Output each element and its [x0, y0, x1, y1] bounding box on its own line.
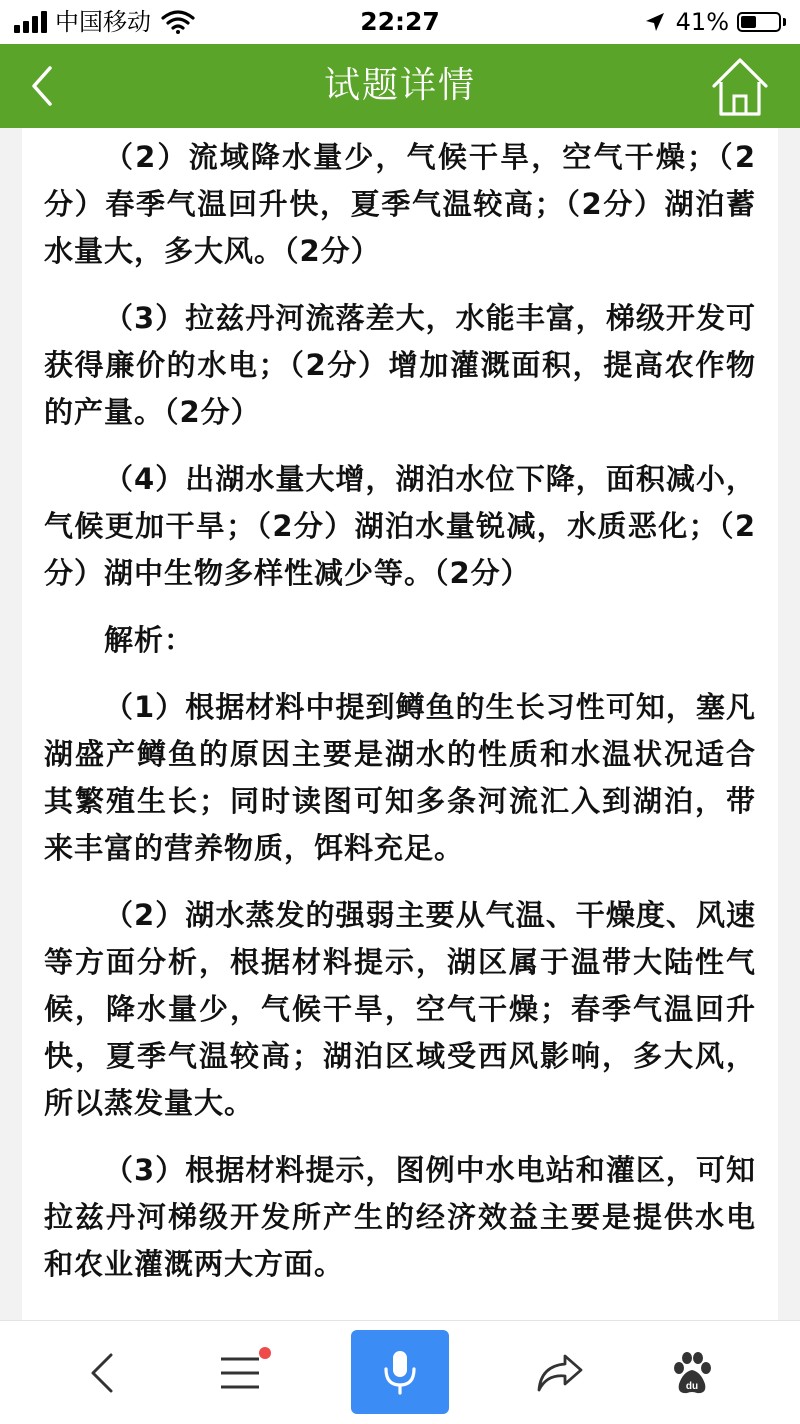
battery-icon	[737, 12, 781, 32]
battery-tip	[783, 18, 786, 26]
home-icon	[710, 54, 770, 120]
toolbar-menu-button[interactable]	[190, 1321, 290, 1424]
analysis-heading: 解析：	[104, 623, 195, 657]
clock: 22:27	[360, 7, 440, 36]
bottom-toolbar	[0, 1320, 800, 1424]
page-title: 试题详情	[323, 65, 476, 106]
battery-fill	[741, 16, 756, 28]
notification-dot	[259, 1347, 271, 1359]
analysis-paragraph-1: （1）根据材料中提到鳟鱼的生长习性可知，塞凡湖盛产鳟鱼的原因主要是湖水的性质和水温状况适合其繁殖生长；同时读图可知多条河流汇入到湖泊，带来丰富的营养物质，饵料充足。	[44, 690, 756, 865]
toolbar-share-button[interactable]	[510, 1321, 610, 1424]
microphone-icon	[383, 1349, 417, 1395]
battery-percent: 41%	[675, 8, 729, 36]
voice-search-button[interactable]	[351, 1330, 449, 1414]
carrier-name: 中国移动	[55, 8, 151, 36]
menu-icon	[220, 1355, 260, 1391]
location-arrow-icon	[644, 11, 666, 33]
home-button[interactable]	[710, 54, 770, 120]
analysis-paragraph-3: （3）根据材料提示，图例中水电站和灌区，可知拉兹丹河梯级开发所产生的经济效益主要是提供水电和农业灌溉两大方面。	[44, 1153, 756, 1281]
answer-paragraph-3: （3）拉兹丹河流落差大，水能丰富，梯级开发可获得廉价的水电；（2分）增加灌溉面积，提高农作物的产量。（2分）	[44, 301, 756, 429]
back-arrow-icon	[87, 1351, 117, 1395]
header-bar	[0, 44, 800, 128]
toolbar-baidu-button[interactable]	[642, 1321, 742, 1424]
status-bar	[0, 0, 800, 44]
answer-paragraph-4: （4）出湖水量大增，湖泊水位下降，面积减小，气候更加干旱；（2分）湖泊水量锐减，水质恶化；（2分）湖中生物多样性减少等。（2分）	[44, 462, 756, 590]
analysis-paragraph-2: （2）湖水蒸发的强弱主要从气温、干燥度、风速等方面分析，根据材料提示，湖区属于温带大陆性气候，降水量少，气候干旱，空气干燥；春季气温回升快，夏季气温较高；湖泊区域受西风影响，多大风，所以蒸发量大。	[44, 898, 756, 1120]
toolbar-back-button[interactable]	[52, 1321, 152, 1424]
question-detail-content	[22, 128, 778, 1320]
answer-paragraph-2: （2）流域降水量少，气候干旱，空气干燥；（2分）春季气温回升快，夏季气温较高；（2分）湖泊蓄水量大，多大风。（2分）	[44, 140, 756, 268]
share-icon	[535, 1352, 585, 1394]
status-right	[644, 8, 786, 36]
svg-text:du: du	[685, 1380, 699, 1392]
content-body	[22, 128, 778, 1288]
baidu-paw-icon	[669, 1350, 715, 1396]
